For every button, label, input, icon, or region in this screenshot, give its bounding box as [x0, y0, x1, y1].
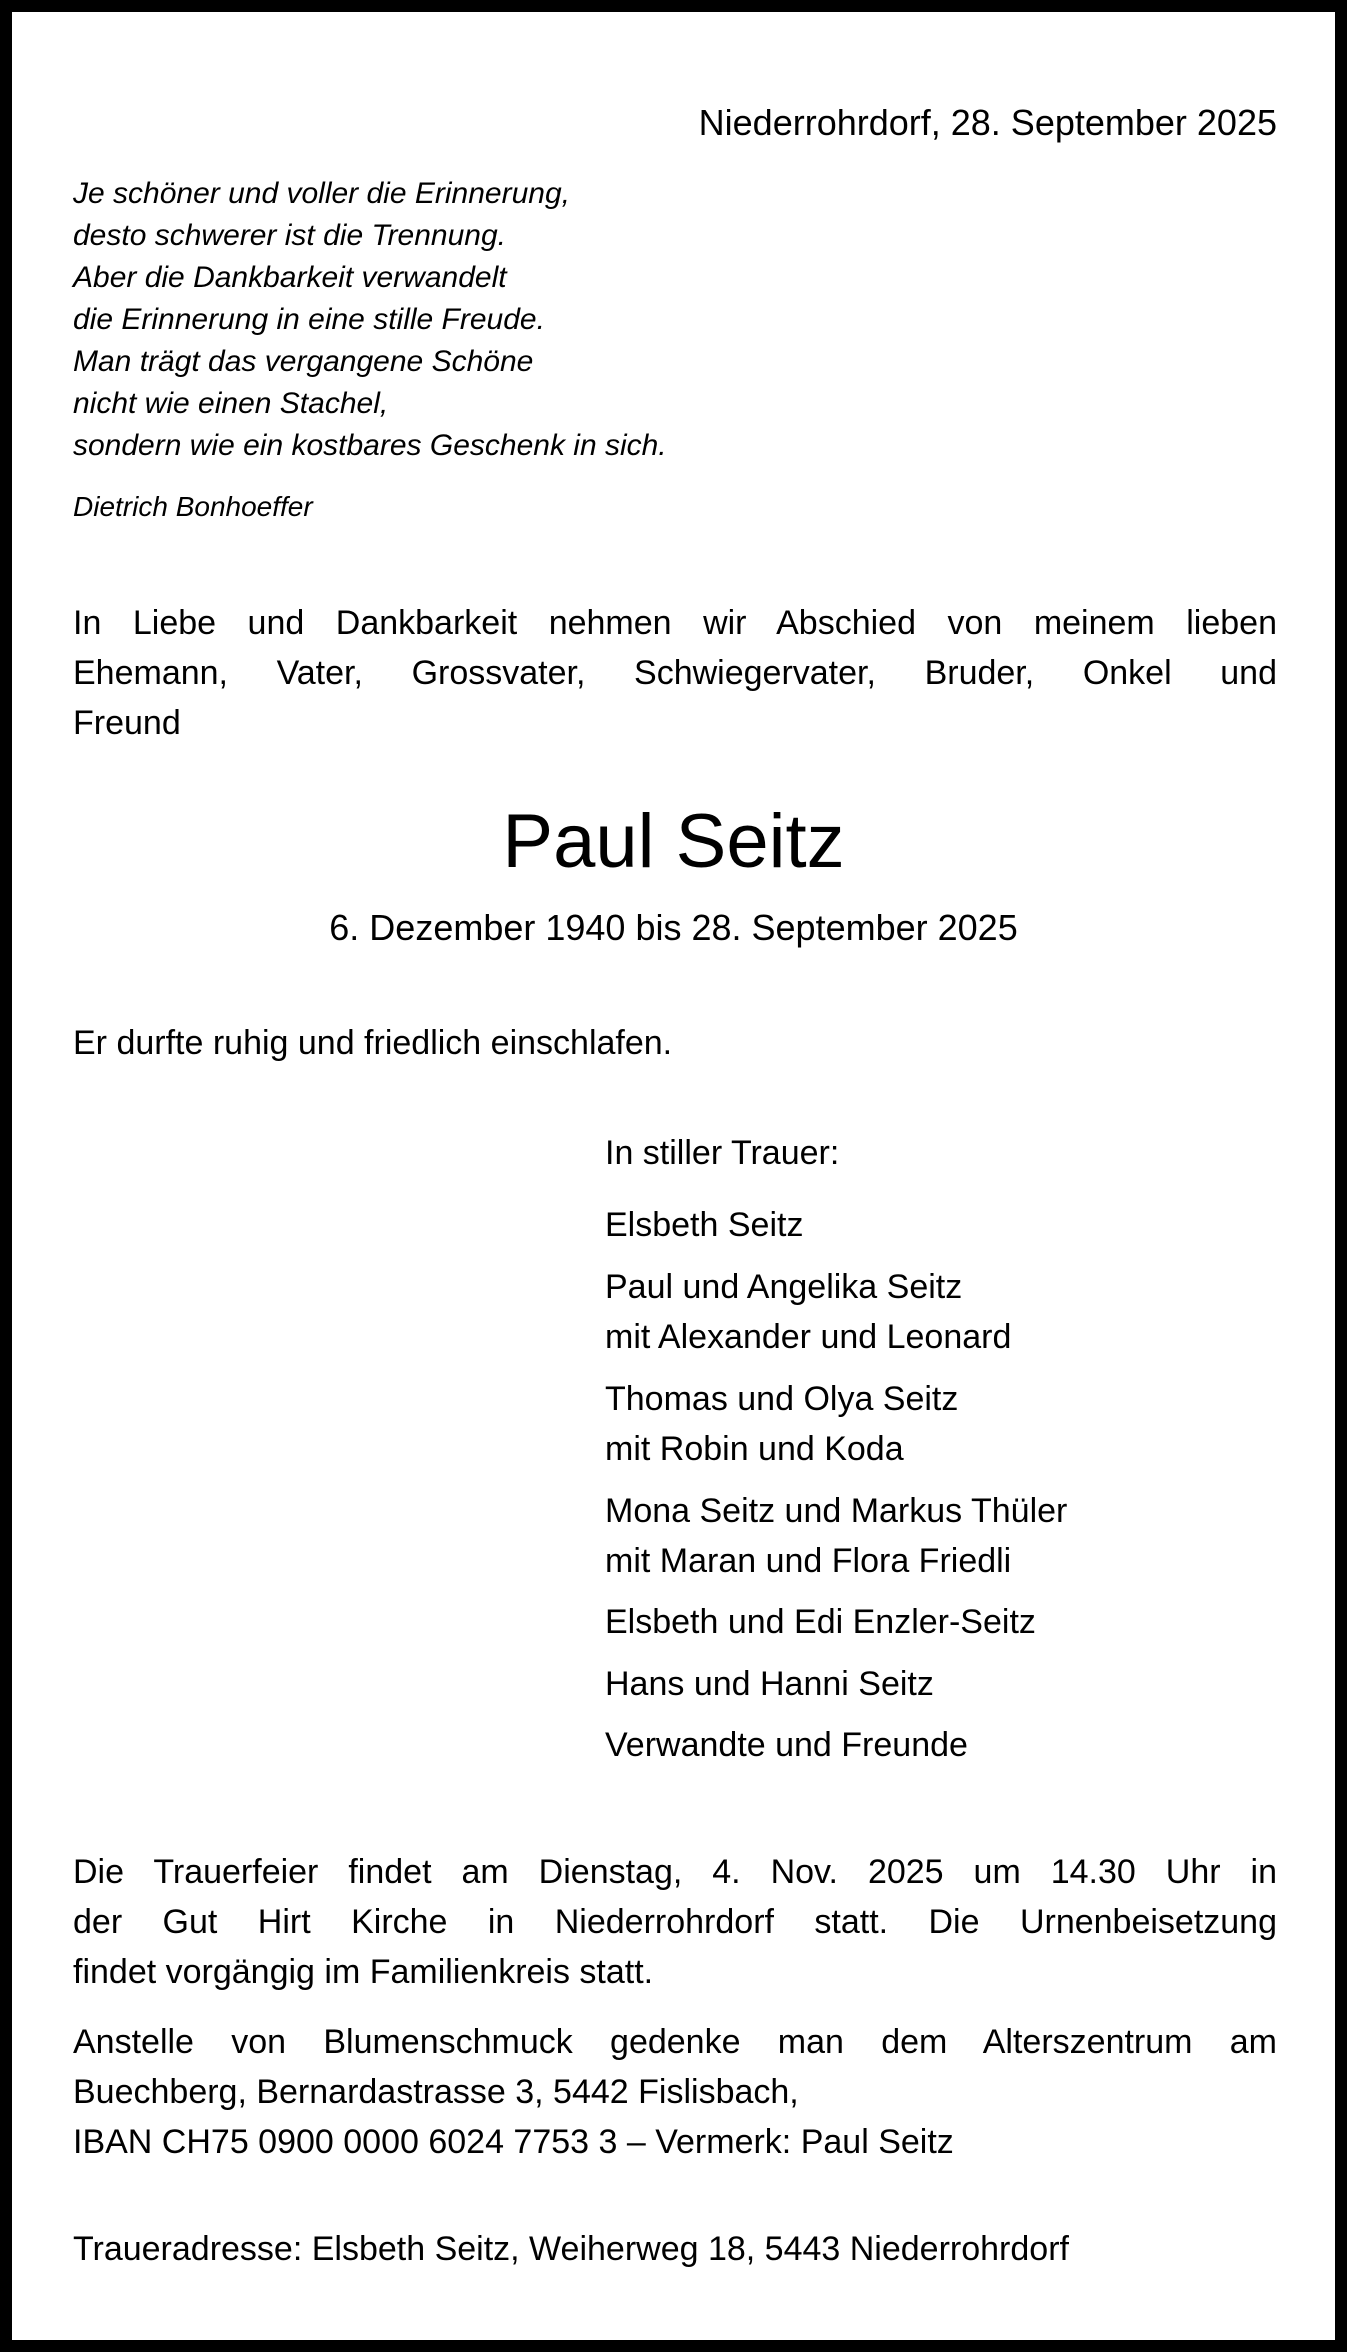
mourner-line: mit Maran und Flora Friedli	[605, 1542, 1012, 1580]
mourner-group	[605, 1374, 958, 1474]
intro-line: In Liebe und Dankbarkeit nehmen wir Abschied von meinem lieben	[73, 604, 1277, 642]
poem-line: die Erinnerung in eine stille Freude.	[73, 303, 545, 336]
donation-line: Anstelle von Blumenschmuck gedenke man dem Alterszentrum am	[73, 2023, 1277, 2061]
poem-author: Dietrich Bonhoeffer	[73, 491, 313, 522]
lifespan-dates: 6. Dezember 1940 bis 28. September 2025	[329, 907, 1018, 948]
intro-line: Ehemann, Vater, Grossvater, Schwiegervater, Bruder, Onkel und	[73, 654, 1277, 692]
mourner-line: mit Robin und Koda	[605, 1430, 904, 1468]
mourner-line: mit Alexander und Leonard	[605, 1318, 1012, 1356]
mourner-line: Verwandte und Freunde	[605, 1726, 968, 1764]
poem-line: Aber die Dankbarkeit verwandelt	[73, 261, 507, 294]
poem-line: Je schöner und voller die Erinnerung,	[73, 177, 570, 210]
donation-line: IBAN CH75 0900 0000 6024 7753 3 – Vermerk: Paul Seitz	[73, 2123, 954, 2161]
intro-line: Freund	[73, 704, 181, 742]
donation-paragraph	[73, 2017, 1277, 2167]
intro-paragraph	[73, 598, 1277, 748]
poem-line: sondern wie ein kostbares Geschenk in sich.	[73, 429, 667, 462]
donation-line: Buechberg, Bernardastrasse 3, 5442 Fislisbach,	[73, 2073, 799, 2111]
deceased-name: Paul Seitz	[502, 799, 845, 884]
mourning-address: Traueradresse: Elsbeth Seitz, Weiherweg 18, 5443 Niederrohrdorf	[73, 2230, 1069, 2268]
mourner-line: Elsbeth Seitz	[605, 1206, 804, 1244]
service-paragraph	[73, 1847, 1277, 1997]
poem-line: nicht wie einen Stachel,	[73, 387, 389, 420]
mourner-line: Thomas und Olya Seitz	[605, 1380, 959, 1418]
mourner-group	[605, 1262, 1011, 1362]
service-line: der Gut Hirt Kirche in Niederrohrdorf statt. Die Urnenbeisetzung	[73, 1903, 1277, 1941]
poem-line: Man trägt das vergangene Schöne	[73, 345, 534, 378]
poem-line: desto schwerer ist die Trennung.	[73, 219, 506, 252]
service-line: findet vorgängig im Familienkreis statt.	[73, 1953, 654, 1991]
service-line: Die Trauerfeier findet am Dienstag, 4. Nov. 2025 um 14.30 Uhr in	[73, 1853, 1277, 1891]
mourner-group	[605, 1597, 1036, 1647]
mourner-line: Paul und Angelika Seitz	[605, 1268, 963, 1306]
mourner-line: Elsbeth und Edi Enzler-Seitz	[605, 1603, 1036, 1641]
place-date: Niederrohrdorf, 28. September 2025	[698, 102, 1277, 143]
mourners-heading: In stiller Trauer:	[605, 1134, 840, 1172]
mourner-group	[605, 1200, 803, 1250]
mourner-group	[605, 1720, 968, 1770]
mourner-group	[605, 1659, 934, 1709]
mourner-group	[605, 1486, 1067, 1586]
mourner-line: Mona Seitz und Markus Thüler	[605, 1492, 1068, 1530]
mourner-line: Hans und Hanni Seitz	[605, 1665, 934, 1703]
peaceful-note: Er durfte ruhig und friedlich einschlafen.	[73, 1024, 673, 1062]
poem-quote	[73, 173, 667, 467]
